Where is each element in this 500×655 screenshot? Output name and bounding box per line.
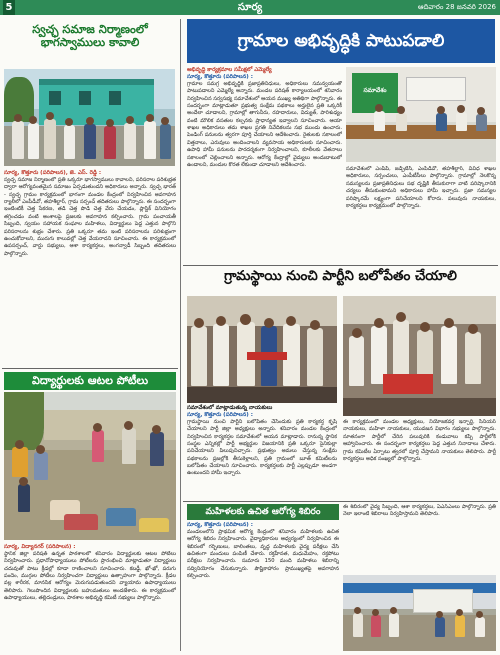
photo-sports-students bbox=[4, 392, 176, 540]
photo-review-meeting bbox=[346, 67, 496, 162]
caption-party-meeting: సమావేశంలో మాట్లాడుతున్న నాయకులు bbox=[187, 405, 273, 411]
byline-health-camp: సూర్య, కొత్తూరు (పరిపాలన) : bbox=[187, 522, 253, 528]
divider bbox=[183, 265, 498, 266]
body-village-development-left: గ్రామాల సమగ్ర అభివృద్ధికి ప్రజాప్రతినిధులు, అధికారులు సమన్వయంతో పాటుపడాలని ఎమ్మెల్యే అన్నారు. మండల పరిషత్ కార్యాలయంలో శనివారం నిర్వహించిన సర్వసభ్య సమావేశంలో ఆయన ముఖ్య అతిథిగా పాల్గొన్నారు. ఈ సందర్భంగా మాట్లాడుతూ ప్రభుత్వ సంక్షేమ పథకాలు అర్హులైన ప్రతి ఒక్కరికీ అందేలా చూడాలని, గ్రామాల్లో తాగునీరు, రహదారులు, విద్యుత్, పారిశుధ్యం వంటి మౌలిక వసతుల కల్పనకు ప్రాధాన్యత ఇవ్వాలని సూచించారు. ఆయా శాఖల అధికారులు తమ శాఖల ప్రగతి నివేదికలను సభ ముందు ఉంచారు. పెండింగ్ పనులను త్వరగా పూర్తి చేయాలని ఆదేశించారు. రైతులకు సకాలంలో విత్తనాలు, ఎరువులు అందించాలని వ్యవసాయ అధికారులకు సూచించారు. ఉపాధి హామీ పనులను పారదర్శకంగా నిర్వహించాలని, కూలీలకు వేతనాలు సకాలంలో చెల్లించాలని అన్నారు. ఆరోగ్య కేంద్రాల్లో వైద్యులు అందుబాటులో ఉండాలని, మందుల కొరత లేకుండా చూడాలని ఆదేశించారు. bbox=[187, 80, 342, 168]
body-party-strength-left: గ్రామస్థాయి నుంచి పార్టీని బలోపేతం చేసేందుకు ప్రతి కార్యకర్త కృషి చేయాలని పార్టీ జిల్లా అధ్యక్షులు అన్నారు. శనివారం మండల కేంద్రంలో నిర్వహించిన కార్యకర్తల సమావేశంలో ఆయన మాట్లాడారు. రానున్న స్థానిక సంస్థల ఎన్నికల్లో పార్టీ అభ్యర్థుల విజయానికి ప్రతి ఒక్కరూ సైనికుల్లా పనిచేయాలని పిలుపునిచ్చారు. ప్రభుత్వం అమలు చేస్తున్న సంక్షేమ పథకాలను ప్రజల్లోకి తీసుకెళ్లాలని, ప్రతి గ్రామంలో బూత్ కమిటీలను బలోపేతం చేయాలని సూచించారు. కార్యకర్తలకు పార్టీ ఎల్లప్పుడూ అండగా ఉంటుందని హామీ ఇచ్చారు. bbox=[187, 418, 337, 477]
headline-story-sports: విద్యార్థులకు ఆటల పోటీలు bbox=[4, 372, 176, 390]
divider bbox=[183, 501, 498, 502]
byline-cleanliness: సూర్య, కొత్తూరు (పరిపాలన), జె. ఎస్. రెడ్డి : bbox=[4, 170, 102, 176]
headline-story-cleanliness: స్వచ్ఛ సమాజ నిర్మాణంలో భాగస్వాములు కావాలి bbox=[32, 22, 148, 50]
column-separator bbox=[180, 19, 181, 651]
photo-party-meeting-2 bbox=[343, 296, 496, 416]
body-party-strength-right: ఈ కార్యక్రమంలో మండల అధ్యక్షులు, నియోజకవర్గ ఇన్చార్జి, సీనియర్ నాయకులు, మహిళా నాయకులు, యువజన విభాగం సభ్యులు పాల్గొన్నారు. నూతనంగా పార్టీలో చేరిన పలువురికి కండువాలు కప్పి పార్టీలోకి ఆహ్వానించారు. ఈ సందర్భంగా కార్యకర్తలు పెద్ద ఎత్తున నినాదాలు చేశారు. గ్రామ కమిటీల ఏర్పాటు త్వరలో పూర్తి చేస్తామని నాయకులు తెలిపారు. పార్టీ కార్యకర్తలు అధిక సంఖ్యలో పాల్గొన్నారు. bbox=[343, 419, 496, 462]
photo-party-meeting-1 bbox=[187, 296, 337, 403]
byline-party-strength: సూర్య, కొత్తూరు (పరిపాలన) : bbox=[187, 411, 253, 418]
photo-cleanliness-rally bbox=[4, 69, 175, 166]
kicker-village-development: అభివృద్ధి కార్యక్రమాల సమీక్షలో ఎమ్మెల్యే bbox=[187, 67, 272, 73]
body-sports: స్థానిక జిల్లా పరిషత్ ఉన్నత పాఠశాలలో శనివారం విద్యార్థులకు ఆటల పోటీలు నిర్వహించారు. ప్రధానోపాధ్యాయులు పోటీలను ప్రారంభించి మాట్లాడుతూ విద్యార్థులు చదువుతో పాటు క్రీడల్లో కూడా రాణించాలని సూచించారు. కబడ్డీ, ఖో-ఖో, పరుగు పందెం, ముగ్గుల పోటీలు నిర్వహించగా విద్యార్థులు ఉత్సాహంగా పాల్గొన్నారు. క్రీడల వల్ల శారీరక, మానసిక ఆరోగ్యం మెరుగుపడుతుందని వ్యాయామ ఉపాధ్యాయులు తెలిపారు. గెలుపొందిన విద్యార్థులకు బహుమతులు అందజేశారు. ఈ కార్యక్రమంలో ఉపాధ్యాయులు, తల్లిదండ్రులు, పాఠశాల అభివృద్ధి కమిటీ సభ్యులు పాల్గొన్నారు. bbox=[4, 550, 176, 602]
divider bbox=[2, 368, 178, 369]
headline-story-village-development: గ్రామాల అభివృద్ధికి పాటుపడాలి bbox=[187, 19, 495, 63]
page-header-bar bbox=[0, 0, 500, 15]
photo-health-camp bbox=[343, 575, 496, 651]
byline-village-development: సూర్య, కొత్తూరు (పరిపాలన) : bbox=[187, 73, 253, 80]
masthead: సూర్య bbox=[237, 2, 263, 13]
right-column bbox=[183, 19, 498, 651]
issue-date: ఆదివారం 28 జనవరి 2026 bbox=[417, 3, 496, 11]
body-cleanliness: స్వచ్ఛ సమాజ నిర్మాణంలో ప్రతి ఒక్కరూ భాగస్వాములు కావాలని, పరిసరాల పరిశుభ్రత ద్వారా ఆరోగ్యవంతమైన సమాజం ఏర్పడుతుందని అధికారులు అన్నారు. స్వచ్ఛ భారత్ - స్వచ్ఛ గ్రామం కార్యక్రమంలో భాగంగా మండల కేంద్రంలో నిర్వహించిన అవగాహన ర్యాలీలో ఎంపీడీవో, తహశీల్దార్, గ్రామ సర్పంచ్ తదితరులు పాల్గొన్నారు. ఈ సందర్భంగా ఇంటింటికీ చెత్త సేకరణ, తడి చెత్త పొడి చెత్త వేరు చేయడం, ప్లాస్టిక్ వినియోగం తగ్గించడం వంటి అంశాలపై ప్రజలకు అవగాహన కల్పించారు. గ్రామ పంచాయతీ సిబ్బంది, స్వయం సహాయక సంఘాల మహిళలు, విద్యార్థులు పెద్ద ఎత్తున పాల్గొని పరిసరాలను శుభ్రం చేశారు. ప్రతి ఒక్కరూ తమ ఇంటి పరిసరాలను పరిశుభ్రంగా ఉంచుకోవాలని, మురుగు కాలువల్లో చెత్త వేయరాదని సూచించారు. ఈ కార్యక్రమంలో ఉపసర్పంచ్, వార్డు సభ్యులు, ఆశా కార్యకర్తలు, అంగన్వాడీ సిబ్బంది తదితరులు పాల్గొన్నారు. bbox=[4, 176, 176, 257]
body-village-development-right: సమావేశంలో ఎంపీపీ, జడ్పీటీసీ, ఎంపీడీవో, తహశీల్దార్, వివిధ శాఖల అధికారులు, సర్పంచులు, ఎంపీటీసీలు పాల్గొన్నారు. గ్రామాల్లో నెలకొన్న సమస్యలను ప్రజాప్రతినిధులు సభ దృష్టికి తీసుకురాగా వాటి పరిష్కారానికి చర్యలు తీసుకుంటామని అధికారులు హామీ ఇచ్చారు. ప్రజా సమస్యల పరిష్కారమే లక్ష్యంగా పనిచేయాలని కోరారు. పలువురు నాయకులు, కార్యకర్తలు కార్యక్రమంలో పాల్గొన్నారు. bbox=[346, 166, 496, 209]
body-health-camp-left: మండలంలోని ప్రాథమిక ఆరోగ్య కేంద్రంలో శనివారం మహిళలకు ఉచిత ఆరోగ్య శిబిరం నిర్వహించారు. వైద్యాధికారుల ఆధ్వర్యంలో నిర్వహించిన ఈ శిబిరంలో గర్భిణులు, బాలింతలు, వృద్ధ మహిళలకు వైద్య పరీక్షలు చేసి ఉచితంగా మందులు పంపిణీ చేశారు. రక్తహీనత, మధుమేహం, రక్తపోటు పరీక్షలు నిర్వహించారు. సుమారు 150 మంది మహిళలు శిబిరాన్ని సద్వినియోగం చేసుకున్నారు. పౌష్టికాహారం ప్రాముఖ్యతపై అవగాహన కల్పించారు. bbox=[187, 528, 339, 580]
meeting-banner-text: సమావేశం bbox=[363, 87, 387, 94]
page-number: 5 bbox=[3, 0, 15, 15]
byline-sports: సూర్య, విద్యానగర్ (పరిపాలన) : bbox=[4, 544, 76, 550]
headline-story-health-camp: మహిళలకు ఉచిత ఆరోగ్య శిబిరం bbox=[187, 504, 339, 520]
headline-story-party-strength: గ్రామస్థాయి నుంచి పార్టీని బలోపేతం చేయాలి bbox=[224, 268, 457, 284]
body-health-camp-right: ఈ శిబిరంలో వైద్య సిబ్బంది, ఆశా కార్యకర్తలు, ఏఎన్ఎంలు పాల్గొన్నారు. ప్రతి నెలా ఇలాంటి శిబిరాలు నిర్వహిస్తామని తెలిపారు. bbox=[343, 504, 496, 518]
left-column bbox=[2, 19, 178, 651]
